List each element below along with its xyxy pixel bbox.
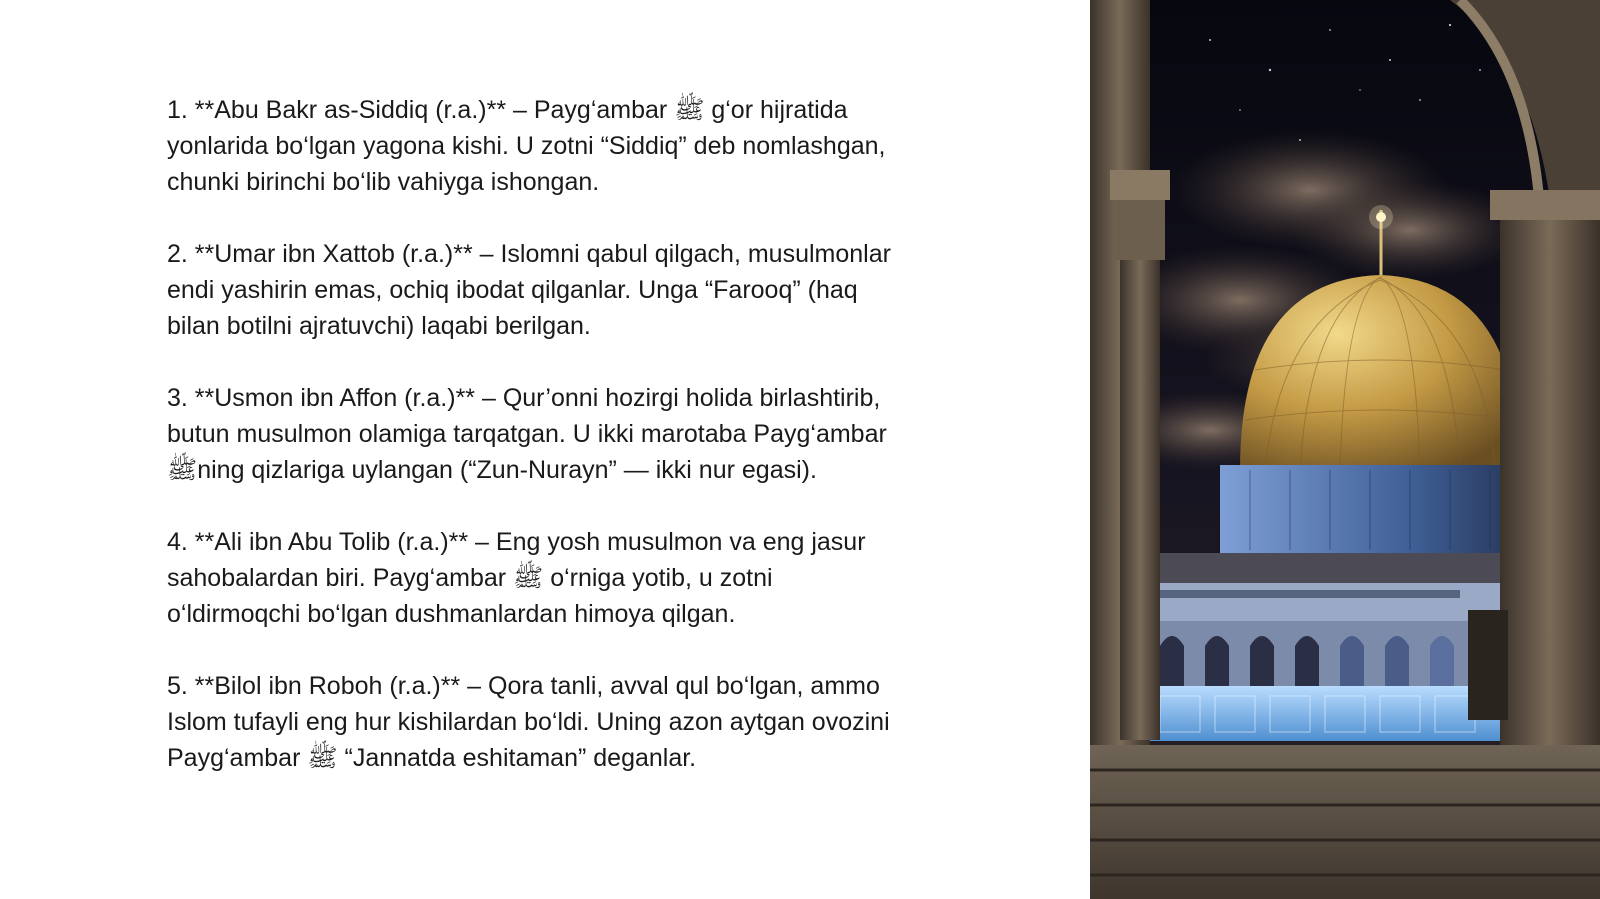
- paragraph-usmon: 3. **Usmon ibn Affon (r.a.)** – Qur’onni hozirgi holida birlashtirib, butun musulmon olamiga tarqatgan. U ikki marotaba Payg‘ambar ﷺning qizlariga uylangan (“Zun-Nurayn” — ikki nur egasi).: [167, 384, 887, 484]
- paragraph-ali: 4. **Ali ibn Abu Tolib (r.a.)** – Eng yosh musulmon va eng jasur sahobalardan biri. Payg‘ambar ﷺ o‘rniga yotib, u zotni o‘ldirmoqchi bo‘lgan dushmanlardan himoya qilgan.: [167, 528, 866, 628]
- paragraph-bilol: 5. **Bilol ibn Roboh (r.a.)** – Qora tanli, avval qul bo‘lgan, ammo Islom tufayli eng hur kishilardan bo‘ldi. Uning azon aytgan ovozini Payg‘ambar ﷺ “Jannatda eshitaman” deganlar.: [167, 672, 890, 772]
- dome-photo: [1090, 0, 1600, 899]
- dome-photo-illustration: [1090, 0, 1600, 899]
- paragraph-abu-bakr: 1. **Abu Bakr as-Siddiq (r.a.)** – Payg‘ambar ﷺ g‘or hijratida yonlarida bo‘lgan yagona kishi. U zotni “Siddiq” deb nomlashgan, chunki birinchi bo‘lib vahiyga ishongan.: [167, 96, 886, 196]
- paragraph-umar: 2. **Umar ibn Xattob (r.a.)** – Islomni qabul qilgach, musulmonlar endi yashirin emas, ochiq ibodat qilganlar. Unga “Farooq” (haq bilan botilni ajratuvchi) laqabi berilgan.: [167, 240, 891, 340]
- text-block: [167, 92, 907, 776]
